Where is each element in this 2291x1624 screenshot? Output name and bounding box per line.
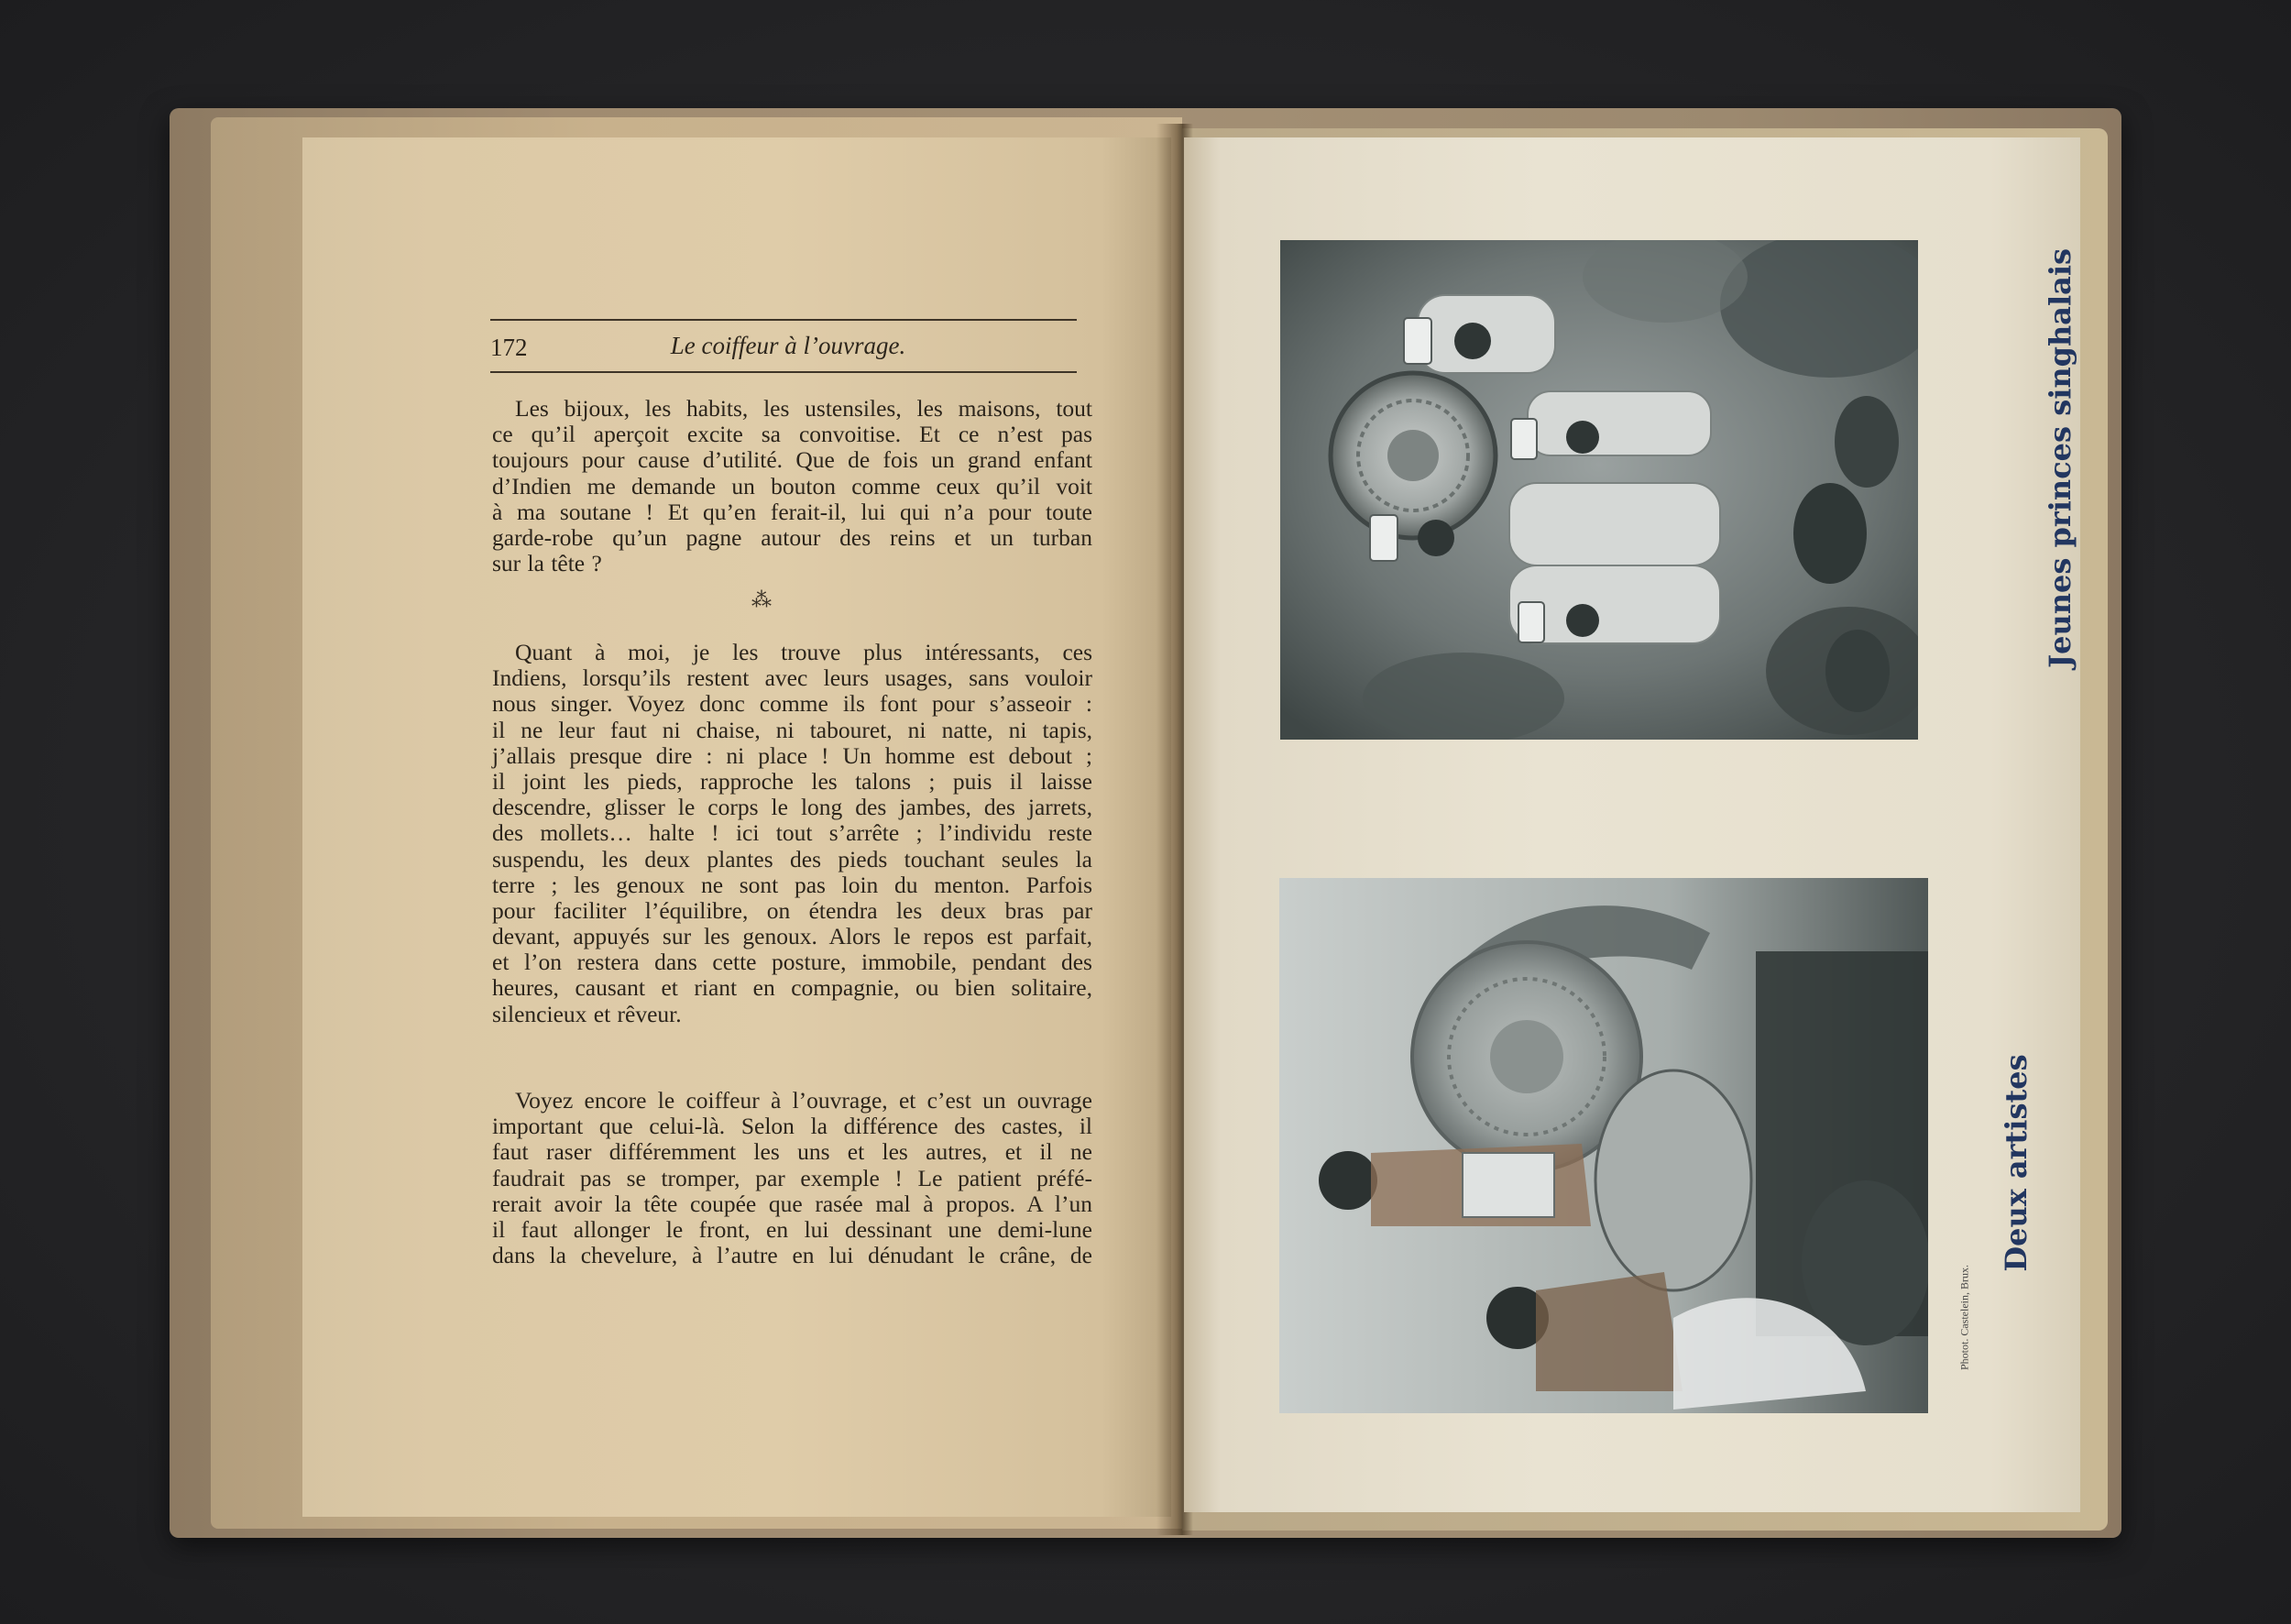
text-line: Les bijoux, les habits, les ustensiles, les maisons, tout	[515, 395, 1092, 422]
text-line: sur la tête ?	[492, 550, 602, 577]
text-line: il joint les pieds, rapproche les talons ; puis il laisse	[492, 767, 1092, 795]
paragraph-2	[492, 640, 1092, 1027]
caption-jeunes-princes: Jeunes princes singhalais	[2043, 247, 2077, 668]
text-line: garde-robe qu’un pagne autour des reins et un turban	[492, 523, 1092, 551]
text-line: à ma soutane ! Et qu’en ferait-il, lui qui n’a pour toute	[492, 498, 1092, 525]
paragraph-3	[492, 1088, 1092, 1268]
caption-deux-artistes: Deux artistes	[1999, 1054, 2033, 1272]
plate-jeunes-princes-photo	[1280, 240, 1918, 740]
text-line: dans la chevelure, à l’autre en lui dénudant le crâne, de	[492, 1242, 1092, 1269]
text-line: pour faciliter l’équilibre, on étendra les deux bras par	[492, 896, 1092, 924]
text-line: silencieux et rêveur.	[492, 1000, 682, 1027]
asterism: ⁂	[751, 588, 772, 611]
text-line: descendre, glisser le corps le long des jambes, des jarrets,	[492, 794, 1092, 821]
header-rule-bottom	[490, 371, 1077, 373]
running-head: Le coiffeur à l’ouvrage.	[670, 332, 906, 359]
text-line: important que celui-là. Selon la différence des castes, il	[492, 1113, 1092, 1140]
text-line: et l’on restera dans cette posture, immobile, pendant des	[492, 949, 1092, 976]
text-line: Indiens, lorsqu’ils restent avec leurs usages, sans vouloir	[492, 664, 1092, 692]
header-rule-top	[490, 319, 1077, 321]
text-line: terre ; les genoux ne sont pas loin du menton. Parfois	[492, 871, 1092, 898]
text-line: d’Indien me demande un bouton comme ceux qu’il voit	[492, 472, 1092, 499]
text-line: faudrait pas se tromper, par exemple ! Le patient préfé-	[492, 1164, 1092, 1191]
text-line: suspendu, les deux plantes des pieds touchant seules la	[492, 845, 1092, 872]
text-line: toujours pour cause d’utilité. Que de fois un grand enfant	[492, 446, 1092, 474]
text-line: j’allais presque dire : ni place ! Un homme est debout ;	[492, 741, 1092, 769]
text-line: des mollets… halte ! ici tout s’arrête ; l’individu reste	[492, 819, 1092, 847]
plate-deux-artistes-photo	[1279, 878, 1928, 1413]
text-line: devant, appuyés sur les genoux. Alors le repos est parfait,	[492, 923, 1092, 950]
text-line: Quant à moi, je les trouve plus intéressants, ces	[515, 639, 1092, 665]
text-line: il faut allonger le front, en lui dessinant une demi-lune	[492, 1215, 1092, 1243]
text-line: nous singer. Voyez donc comme ils font pour s’asseoir :	[492, 690, 1092, 718]
text-line: faut raser différemment les uns et les autres, et il ne	[492, 1138, 1092, 1166]
page-number: 172	[490, 334, 528, 361]
text-line: ce qu’il aperçoit excite sa convoitise. Et ce n’est pas	[492, 421, 1092, 448]
photo-credit: Photot. Castelein, Brux.	[1957, 1265, 1971, 1370]
text-line: heures, causant et riant en compagnie, ou bien solitaire,	[492, 974, 1092, 1002]
text-line: Voyez encore le coiffeur à l’ouvrage, et c’est un ouvrage	[515, 1087, 1092, 1114]
text-line: rerait avoir la tête coupée que rasée mal à propos. A l’un	[492, 1190, 1092, 1217]
paragraph-1	[492, 396, 1092, 576]
text-line: il ne leur faut ni chaise, ni tabouret, ni natte, ni tapis,	[492, 716, 1092, 743]
